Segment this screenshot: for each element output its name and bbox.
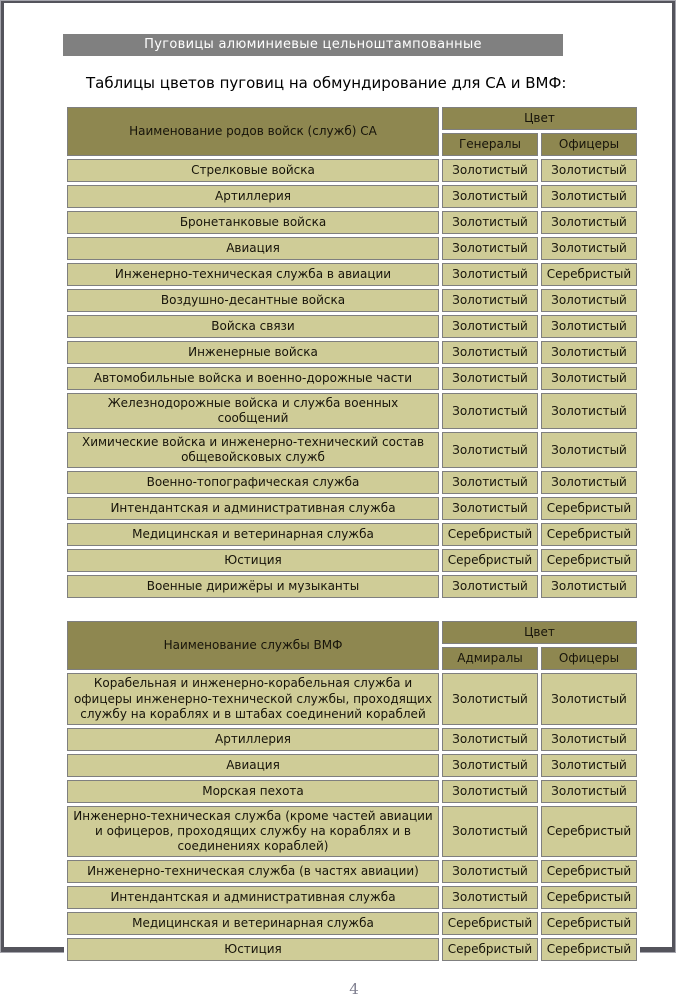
service-name-cell: Химические войска и инженерно-технический состав общевойсковых служб — [67, 432, 439, 468]
button-color-cell: Золотистый — [541, 673, 637, 724]
button-color-cell: Серебристый — [442, 523, 538, 546]
page-number: 4 — [349, 980, 359, 998]
table-row — [67, 912, 637, 935]
button-color-cell: Золотистый — [442, 432, 538, 468]
table-row — [67, 938, 637, 961]
button-color-cell: Золотистый — [442, 237, 538, 260]
vmf-table-body — [67, 673, 637, 961]
service-name-cell: Интендантская и административная служба — [67, 886, 439, 909]
button-color-cell: Золотистый — [541, 728, 637, 751]
table-row — [67, 315, 637, 338]
officers-header-cell: Офицеры — [541, 647, 637, 670]
table-row — [67, 263, 637, 286]
table-row — [67, 289, 637, 312]
button-color-cell: Золотистый — [442, 860, 538, 883]
service-name-cell: Артиллерия — [67, 728, 439, 751]
table-row — [67, 367, 637, 390]
button-color-cell: Золотистый — [541, 432, 637, 468]
officers-header-cell: Офицеры — [541, 133, 637, 156]
tables-subtitle: Таблицы цветов пуговиц на обмундирование для СА и ВМФ: — [86, 74, 567, 92]
document-page — [1, 1, 675, 998]
table-row — [67, 393, 637, 429]
button-color-cell: Золотистый — [541, 341, 637, 364]
button-color-cell: Золотистый — [541, 185, 637, 208]
table-row — [67, 211, 637, 234]
table-row — [67, 432, 637, 468]
button-color-cell: Золотистый — [541, 211, 637, 234]
button-color-cell: Золотистый — [541, 315, 637, 338]
button-color-cell: Золотистый — [442, 263, 538, 286]
button-color-cell: Серебристый — [541, 912, 637, 935]
table-row — [67, 575, 637, 598]
admirals-header-cell: Адмиралы — [442, 647, 538, 670]
color-header-cell: Цвет — [442, 107, 637, 130]
button-color-cell: Золотистый — [442, 367, 538, 390]
button-color-cell: Серебристый — [442, 912, 538, 935]
button-color-cell: Золотистый — [541, 754, 637, 777]
button-color-cell: Серебристый — [541, 938, 637, 961]
service-name-cell: Воздушно-десантные войска — [67, 289, 439, 312]
table-row — [67, 341, 637, 364]
button-color-cell: Золотистый — [541, 393, 637, 429]
table-row — [67, 754, 637, 777]
button-color-cell: Золотистый — [442, 393, 538, 429]
service-name-cell: Автомобильные войска и военно-дорожные части — [67, 367, 439, 390]
button-color-cell: Золотистый — [442, 886, 538, 909]
button-color-cell: Серебристый — [442, 549, 538, 572]
header-row-top — [67, 107, 637, 130]
table-row — [67, 728, 637, 751]
service-name-cell: Интендантская и административная служба — [67, 497, 439, 520]
button-color-cell: Золотистый — [442, 728, 538, 751]
service-name-cell: Авиация — [67, 754, 439, 777]
table-row — [67, 549, 637, 572]
vmf-table-header — [67, 621, 637, 670]
service-name-cell: Военно-топографическая служба — [67, 471, 439, 494]
table-row — [67, 886, 637, 909]
table-row — [67, 806, 637, 857]
service-name-cell: Бронетанковые войска — [67, 211, 439, 234]
button-color-cell: Золотистый — [442, 159, 538, 182]
button-color-cell: Золотистый — [541, 289, 637, 312]
color-header-cell: Цвет — [442, 621, 637, 644]
button-color-cell: Серебристый — [541, 806, 637, 857]
service-name-cell: Авиация — [67, 237, 439, 260]
service-name-cell: Медицинская и ветеринарная служба — [67, 912, 439, 935]
button-color-cell: Золотистый — [442, 754, 538, 777]
button-color-cell: Серебристый — [442, 938, 538, 961]
table-row — [67, 185, 637, 208]
service-name-cell: Стрелковые войска — [67, 159, 439, 182]
table-row — [67, 860, 637, 883]
sa-table-body — [67, 159, 637, 598]
service-name-header-cell: Наименование службы ВМФ — [67, 621, 439, 670]
table-row — [67, 471, 637, 494]
button-color-cell: Золотистый — [541, 471, 637, 494]
service-name-cell: Медицинская и ветеринарная служба — [67, 523, 439, 546]
button-color-cell: Золотистый — [442, 211, 538, 234]
button-color-cell: Серебристый — [541, 860, 637, 883]
button-color-cell: Золотистый — [442, 471, 538, 494]
service-name-cell: Морская пехота — [67, 780, 439, 803]
table-row — [67, 523, 637, 546]
document-title: Пуговицы алюминиевые цельноштампованные — [144, 37, 482, 52]
button-color-cell: Золотистый — [442, 315, 538, 338]
header-row-top — [67, 621, 637, 644]
button-color-cell: Серебристый — [541, 497, 637, 520]
document-title-banner — [63, 34, 563, 56]
table-row — [67, 497, 637, 520]
service-name-cell: Юстиция — [67, 549, 439, 572]
button-color-cell: Золотистый — [541, 367, 637, 390]
table-row — [67, 673, 637, 724]
button-color-cell: Золотистый — [442, 673, 538, 724]
table-row — [67, 780, 637, 803]
service-name-cell: Инженерно-техническая служба в авиации — [67, 263, 439, 286]
button-color-cell: Золотистый — [541, 780, 637, 803]
table-row — [67, 159, 637, 182]
button-color-cell: Золотистый — [442, 780, 538, 803]
button-color-cell: Золотистый — [442, 806, 538, 857]
table-row — [67, 237, 637, 260]
service-name-cell: Инженерно-техническая служба (кроме частей авиации и офицеров, проходящих службу на кораблях и в соединениях кораблей) — [67, 806, 439, 857]
button-color-cell: Серебристый — [541, 263, 637, 286]
service-name-cell: Юстиция — [67, 938, 439, 961]
button-color-cell: Серебристый — [541, 886, 637, 909]
button-color-cell: Золотистый — [541, 159, 637, 182]
generals-header-cell: Генералы — [442, 133, 538, 156]
service-name-cell: Военные дирижёры и музыканты — [67, 575, 439, 598]
button-color-cell: Золотистый — [442, 185, 538, 208]
button-color-cell: Золотистый — [442, 289, 538, 312]
service-name-cell: Корабельная и инженерно-корабельная служба и офицеры инженерно-технической службы, проходящих службу на кораблях и в штабах соединений кораблей — [67, 673, 439, 724]
service-name-cell: Инженерные войска — [67, 341, 439, 364]
button-color-cell: Серебристый — [541, 549, 637, 572]
button-color-cell: Золотистый — [442, 575, 538, 598]
button-color-cell: Золотистый — [541, 575, 637, 598]
button-color-cell: Золотистый — [541, 237, 637, 260]
sa-table-header — [67, 107, 637, 156]
service-name-header-cell: Наименование родов войск (служб) СА — [67, 107, 439, 156]
service-name-cell: Войска связи — [67, 315, 439, 338]
button-color-cell: Золотистый — [442, 341, 538, 364]
service-name-cell: Артиллерия — [67, 185, 439, 208]
service-name-cell: Железнодорожные войска и служба военных сообщений — [67, 393, 439, 429]
vmf-button-colors-table — [64, 618, 640, 964]
button-color-cell: Серебристый — [541, 523, 637, 546]
button-color-cell: Золотистый — [442, 497, 538, 520]
service-name-cell: Инженерно-техническая служба (в частях авиации) — [67, 860, 439, 883]
sa-button-colors-table — [64, 104, 640, 601]
